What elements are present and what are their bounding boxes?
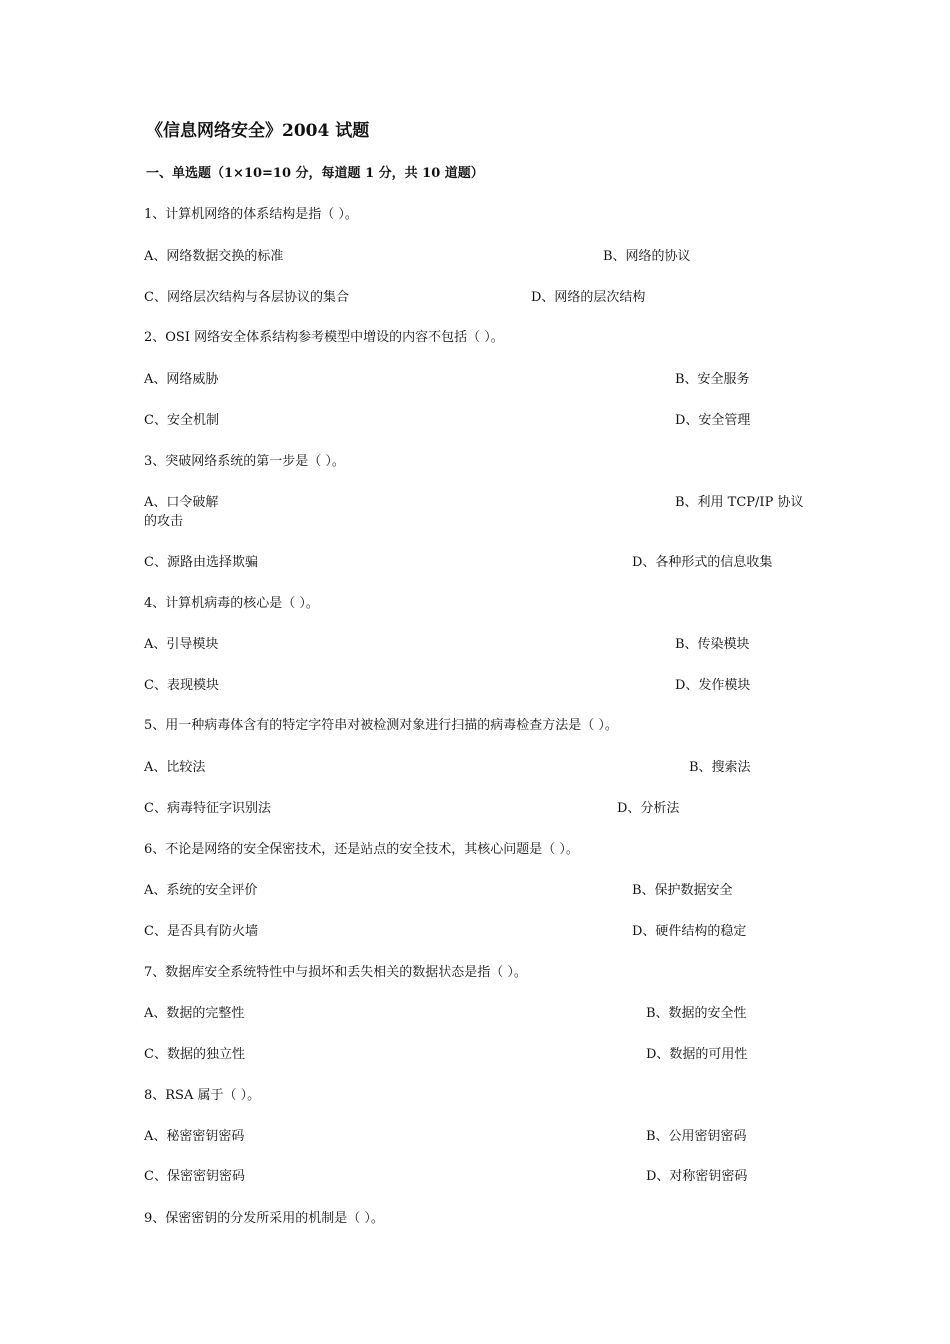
document-title: 《信息网络安全》2004 试题 [146, 121, 370, 141]
question-6: 6、不论是网络的安全保密技术，还是站点的安全技术，其核心问题是（ ）。 [144, 842, 579, 857]
question-3: 3、突破网络系统的第一步是（ ）。 [144, 454, 345, 469]
question-7-option-a: A、数据的完整性 [144, 1006, 245, 1021]
question-2-option-b: B、安全服务 [675, 372, 750, 387]
question-8-option-b: B、公用密钥密码 [646, 1129, 747, 1144]
question-8-option-a: A、秘密密钥密码 [144, 1129, 245, 1144]
question-4: 4、计算机病毒的核心是（ ）。 [144, 596, 319, 611]
question-3-option-b-continued: 的攻击 [144, 514, 184, 529]
question-3-option-b: B、利用 TCP/IP 协议 [675, 495, 804, 510]
question-5-option-c: C、病毒特征字识别法 [144, 801, 271, 816]
question-5: 5、用一种病毒体含有的特定字符串对被检测对象进行扫描的病毒检查方法是（ ）。 [144, 718, 618, 733]
question-4-option-b: B、传染模块 [675, 637, 750, 652]
question-7-option-b: B、数据的安全性 [646, 1006, 747, 1021]
question-9: 9、保密密钥的分发所采用的机制是（ ）。 [144, 1211, 384, 1226]
question-6-option-a: A、系统的安全评价 [144, 883, 258, 898]
question-3-option-c: C、源路由选择欺骗 [144, 555, 258, 570]
question-2: 2、OSI 网络安全体系结构参考模型中增设的内容不包括（ ）。 [144, 330, 504, 345]
question-5-option-b: B、搜索法 [689, 760, 751, 775]
question-1: 1、计算机网络的体系结构是指（ ）。 [144, 207, 358, 222]
question-8-option-d: D、对称密钥密码 [646, 1169, 748, 1184]
question-2-option-a: A、网络威胁 [144, 372, 219, 387]
question-6-option-d: D、硬件结构的稳定 [632, 924, 747, 939]
question-1-option-b: B、网络的协议 [603, 249, 691, 264]
question-3-option-a: A、口令破解 [144, 495, 219, 510]
question-8: 8、RSA 属于（ ）。 [144, 1088, 261, 1103]
section-heading: 一、单选题（1×10=10 分，每道题 1 分，共 10 道题） [146, 166, 484, 181]
question-1-option-d: D、网络的层次结构 [531, 290, 646, 305]
question-8-option-c: C、保密密钥密码 [144, 1169, 245, 1184]
question-7: 7、数据库安全系统特性中与损坏和丢失相关的数据状态是指（ ）。 [144, 965, 527, 980]
question-2-option-d: D、安全管理 [675, 413, 751, 428]
question-6-option-b: B、保护数据安全 [632, 883, 733, 898]
question-7-option-d: D、数据的可用性 [646, 1047, 748, 1062]
question-7-option-c: C、数据的独立性 [144, 1047, 245, 1062]
question-6-option-c: C、是否具有防火墙 [144, 924, 258, 939]
question-1-option-c: C、网络层次结构与各层协议的集合 [144, 290, 349, 305]
question-1-option-a: A、网络数据交换的标准 [144, 249, 284, 264]
question-4-option-d: D、发作模块 [675, 678, 751, 693]
question-3-option-d: D、各种形式的信息收集 [632, 555, 773, 570]
question-4-option-c: C、表现模块 [144, 678, 219, 693]
question-4-option-a: A、引导模块 [144, 637, 219, 652]
question-5-option-a: A、比较法 [144, 760, 206, 775]
question-2-option-c: C、安全机制 [144, 413, 219, 428]
question-5-option-d: D、分析法 [617, 801, 680, 816]
